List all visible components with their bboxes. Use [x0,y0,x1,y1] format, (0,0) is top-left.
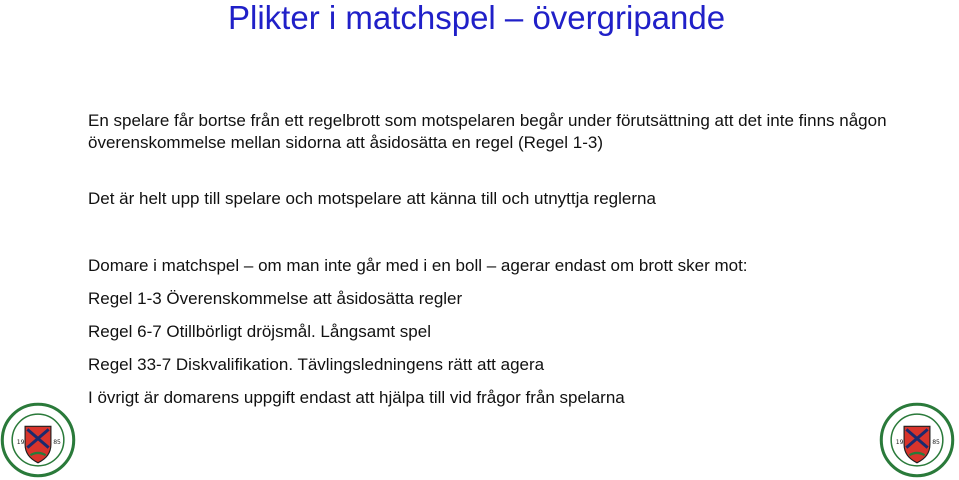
paragraph-regelbrott: En spelare får bortse från ett regelbrott som motspelaren begår under förutsättning att det inte finns någon överenskommelse mellan sidorna att åsidosätta en regel (Regel 1-3) [88,111,887,152]
slide-title: Plikter i matchspel – övergripande [228,0,726,36]
list-item: I övrigt är domarens uppgift endast att hjälpa till vid frågor från spelarna [88,388,625,407]
referee-rules-list [88,255,888,420]
golf-federation-logo-left [0,402,76,478]
golf-federation-emblem-icon [0,402,76,478]
logo-year-left: 19 [16,438,25,446]
logo-year-right: 85 [932,438,940,446]
list-item: Domare i matchspel – om man inte går med i en boll – agerar endast om brott sker mot: [88,256,748,275]
list-item: Regel 1-3 Överenskommelse att åsidosätta regler [88,289,463,308]
logo-year-left: 19 [895,438,904,446]
list-item: Regel 33-7 Diskvalifikation. Tävlingsledningens rätt att agera [88,355,545,374]
golf-federation-logo-right [879,402,955,478]
list-item: Regel 6-7 Otillbörligt dröjsmål. Långsamt spel [88,322,431,341]
logo-year-right: 85 [53,438,61,446]
paragraph-kanna-reglerna: Det är helt upp till spelare och motspelare att känna till och utnyttja reglerna [88,189,656,208]
golf-federation-emblem-icon [879,402,955,478]
